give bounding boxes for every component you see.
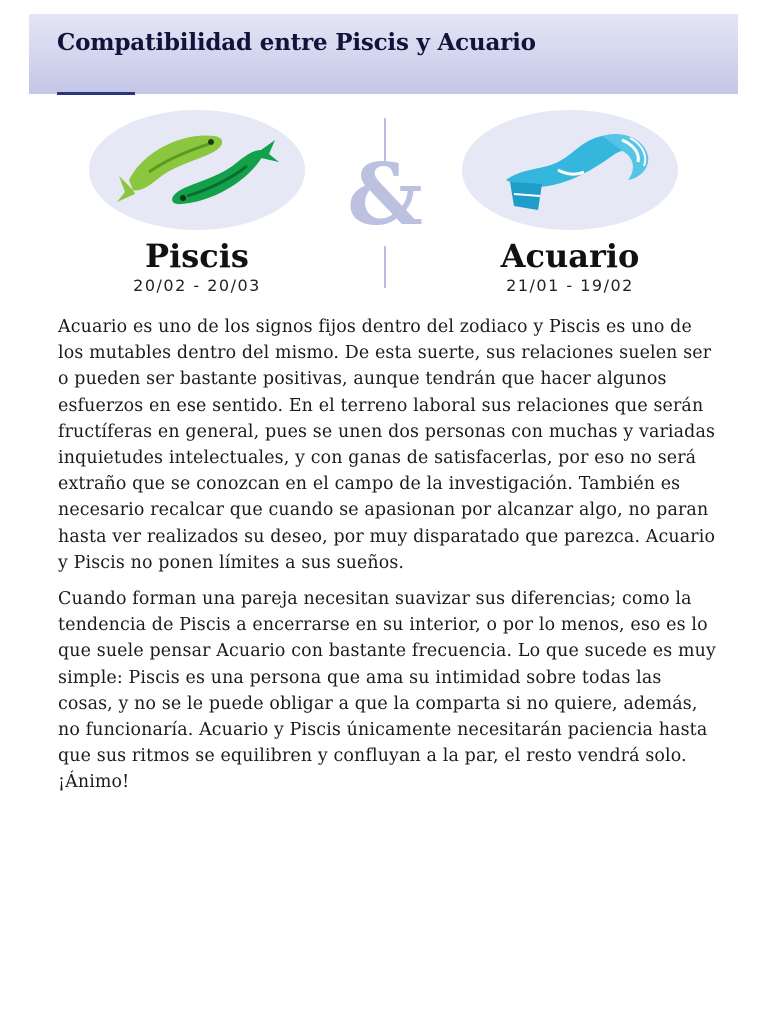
sign-aquarius[interactable]	[450, 110, 690, 295]
sign-name-pisces: Piscis	[145, 237, 249, 275]
page-title: Compatibilidad entre Piscis y Acuario	[57, 29, 536, 56]
article-body	[58, 314, 718, 806]
paragraph-1: Acuario es uno de los signos fijos dentro del zodiaco y Piscis es uno de los mutables dentro del mismo. De esta suerte, sus relaciones suelen ser o pueden ser bastante positivas, aunque tendrán que hacer algunos esfuerzos en ese sentido. En el terreno laboral sus relaciones que serán fructíferas en general, pues se unen dos personas con muchas y variadas inquietudes intelectuales, y con ganas de satisfacerlas, por eso no será extraño que se conozcan en el campo de la investigación. También es necesario recalcar que cuando se apasionan por alcanzar algo, no paran hasta ver realizados su deseo, por muy disparatado que parezca. Acuario y Piscis no ponen límites a sus sueños.	[58, 317, 716, 573]
ampersand-symbol: &	[347, 145, 423, 244]
sign-pisces[interactable]	[77, 110, 317, 295]
sign-dates-pisces: 20/02 - 20/03	[133, 276, 261, 295]
pisces-badge	[89, 110, 305, 230]
aquarius-water-icon	[462, 110, 678, 230]
center-divider-bottom	[384, 246, 386, 288]
title-underline	[57, 92, 135, 95]
sign-dates-aquarius: 21/01 - 19/02	[506, 276, 634, 295]
paragraph-2: Cuando forman una pareja necesitan suavizar sus diferencias; como la tendencia de Piscis a encerrarse en su interior, o por lo menos, eso es lo que suele pensar Acuario con bastante frecuencia. Lo que sucede es muy simple: Piscis es una persona que ama su intimidad sobre todas las cosas, y no se le puede obligar a que la comparta si no quiere, además, no funcionaría. Acuario y Piscis únicamente necesitarán paciencia hasta que sus ritmos se equilibren y confluyan a la par, el resto vendrá solo. ¡Ánimo!	[58, 589, 716, 793]
aquarius-badge	[462, 110, 678, 230]
pisces-fish-icon	[89, 110, 305, 230]
sign-name-aquarius: Acuario	[500, 237, 640, 275]
page-header	[29, 14, 738, 94]
